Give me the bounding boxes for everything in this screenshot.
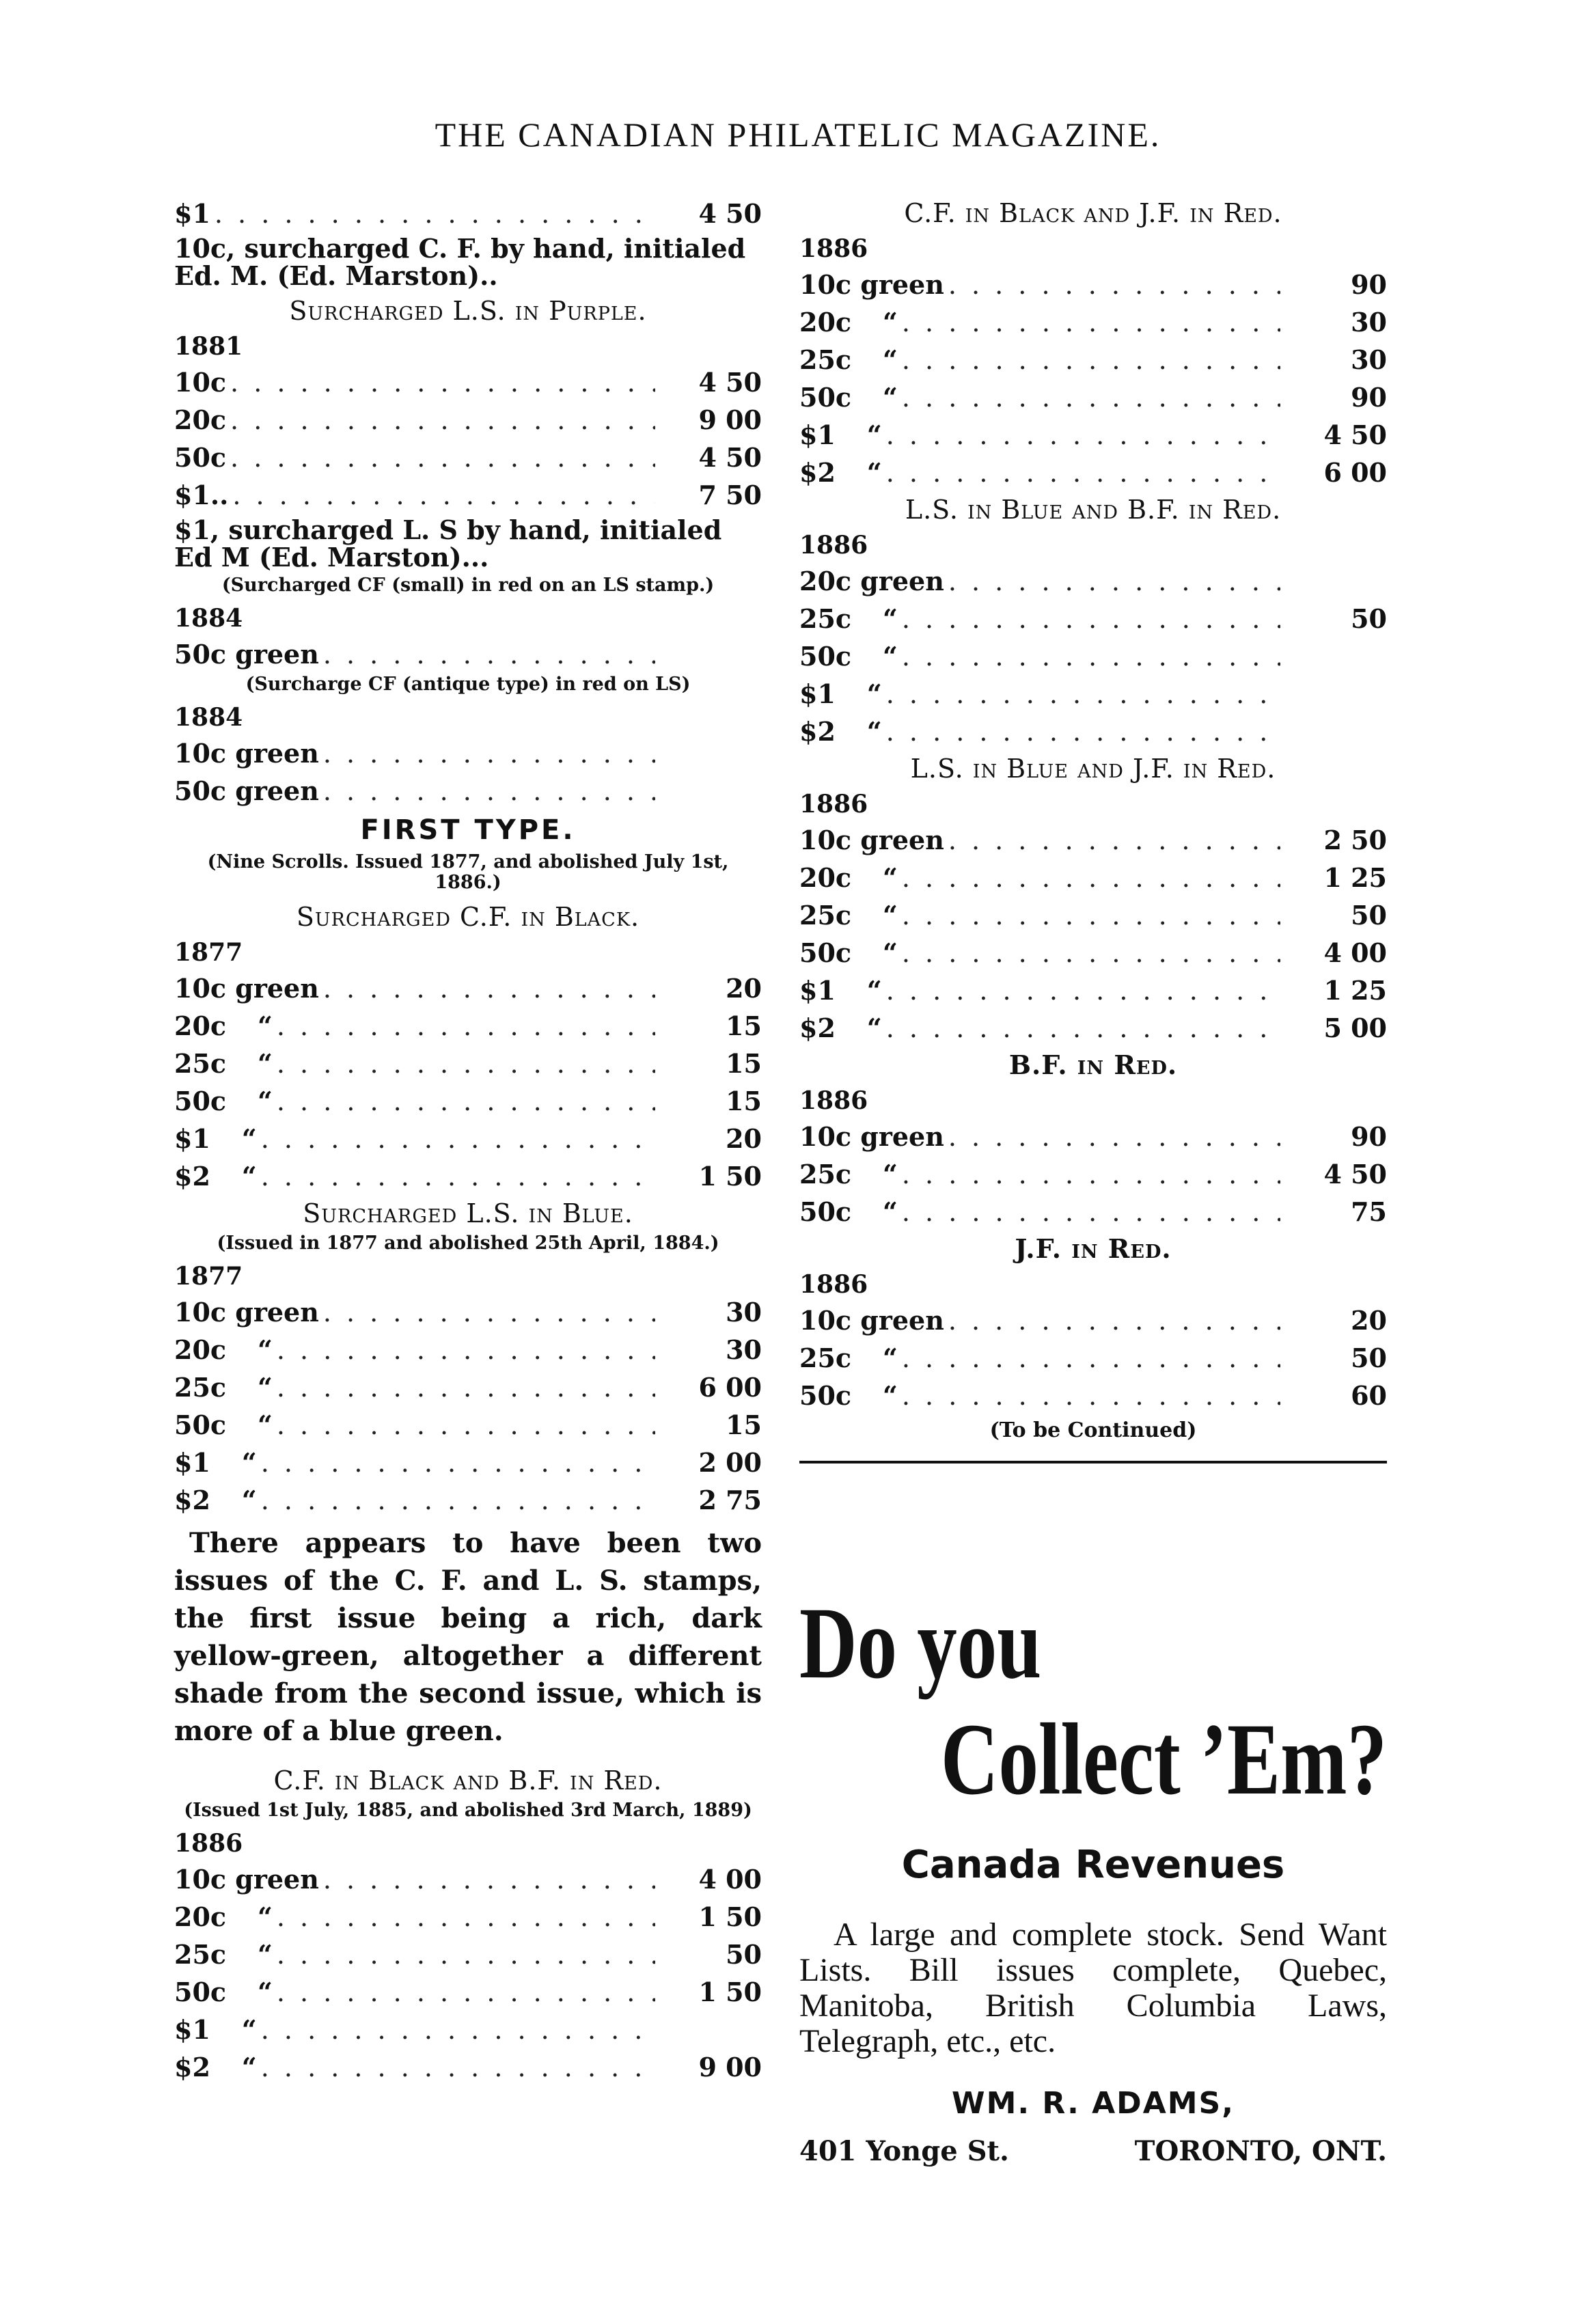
dot-leader <box>232 477 655 514</box>
price-row <box>174 1293 762 1331</box>
dot-leader <box>215 195 655 233</box>
stamp-denomination: 20c “ <box>174 1898 273 1936</box>
price-list <box>174 635 762 673</box>
price-list <box>799 1118 1387 1231</box>
stamp-price: 4 50 <box>698 442 762 473</box>
price-row <box>799 600 1387 637</box>
price-row <box>174 1120 762 1157</box>
price-row <box>174 363 762 401</box>
stamp-denomination: $1 <box>174 198 210 229</box>
ditto-mark: “ <box>883 1343 898 1373</box>
section-heading-ls-purple: Surcharged L.S. in Purple. <box>289 296 647 326</box>
stamp-price: 7 50 <box>698 480 762 510</box>
stamp-price: 9 00 <box>698 2052 762 2083</box>
stamp-denomination: 50c green <box>174 639 319 670</box>
ditto-mark: “ <box>866 716 882 747</box>
dot-leader <box>323 970 655 1008</box>
price-row <box>174 1007 762 1045</box>
price-row <box>174 1157 762 1195</box>
dot-leader <box>948 1302 1280 1340</box>
left-column <box>174 195 762 2086</box>
dot-leader <box>277 1974 655 2011</box>
price-row <box>799 416 1387 454</box>
stamp-denomination: 25c “ <box>174 1936 273 1973</box>
ditto-mark: “ <box>883 1159 898 1190</box>
stamp-denomination: $1 “ <box>174 1444 257 1481</box>
dot-leader <box>230 439 655 477</box>
stamp-price: 90 <box>1351 269 1387 300</box>
stamp-denomination: 10c green <box>799 1121 944 1152</box>
ditto-mark: “ <box>241 2052 257 2083</box>
dot-leader <box>277 1936 655 1974</box>
stamp-denomination: $1 “ <box>799 416 882 454</box>
stamp-price: 50 <box>726 1939 762 1970</box>
section-heading-ls-blue-jf-red: L.S. in Blue and J.F. in Red. <box>910 754 1276 784</box>
price-row <box>799 454 1387 491</box>
section-note-small-cf: (Surcharged CF (small) in red on an LS stamp.) <box>221 575 715 596</box>
ditto-mark: “ <box>258 1410 273 1440</box>
price-row <box>174 1406 762 1444</box>
ditto-mark: “ <box>883 937 898 968</box>
section-year: 1886 <box>174 1829 243 1858</box>
ditto-mark: “ <box>883 382 898 413</box>
stamp-denomination: $2 “ <box>174 2048 257 2086</box>
price-list <box>799 1302 1387 1414</box>
price-row <box>799 859 1387 896</box>
dot-leader <box>277 1008 655 1045</box>
price-row <box>799 637 1387 675</box>
continued-note: (To be Continued) <box>989 1418 1197 1442</box>
advertisement <box>799 1586 1387 2175</box>
ditto-mark: “ <box>866 420 882 450</box>
dot-leader <box>886 1010 1280 1047</box>
stamp-denomination: 50c “ <box>799 637 898 675</box>
dot-leader <box>323 735 655 773</box>
ad-headline-line1: Do you <box>799 1586 1042 1700</box>
page-header: THE CANADIAN PHILATELIC MAGAZINE. <box>435 115 1161 154</box>
dot-leader <box>277 1332 655 1369</box>
ad-body-text: A large and complete stock. Send Want Lists. Bill issues complete, Quebec, Manitoba, British Columbia Laws, Telegraph, etc., etc. <box>799 1916 1387 2059</box>
price-row <box>799 896 1387 934</box>
price-row <box>799 1118 1387 1155</box>
ad-city: TORONTO, ONT. <box>1134 2135 1387 2167</box>
ditto-mark: “ <box>258 1086 273 1116</box>
dot-leader <box>230 402 655 439</box>
stamp-price: 30 <box>726 1334 762 1365</box>
price-list <box>799 821 1387 1047</box>
dot-leader <box>261 1444 655 1482</box>
stamp-denomination: 10c green <box>174 1297 319 1328</box>
section-year: 1886 <box>799 1086 868 1115</box>
dot-leader <box>886 713 1280 751</box>
ditto-mark: “ <box>241 1485 257 1515</box>
dot-leader <box>277 1899 655 1936</box>
dot-leader <box>886 454 1280 492</box>
dot-leader <box>277 1407 655 1444</box>
dot-leader <box>902 935 1280 972</box>
section-heading-ls-blue-bf-red: L.S. in Blue and B.F. in Red. <box>905 495 1282 525</box>
stamp-denomination: 25c “ <box>799 600 898 637</box>
dot-leader <box>902 1156 1280 1194</box>
section-year: 1886 <box>799 234 868 263</box>
stamp-denomination: 20c <box>174 404 227 435</box>
stamp-denomination: 50c “ <box>799 934 898 972</box>
stamp-price: 1 50 <box>698 1901 762 1932</box>
stamp-denomination: 25c “ <box>174 1045 273 1082</box>
stamp-denomination: $2 “ <box>799 454 882 491</box>
section-note-ls-blue: (Issued in 1877 and abolished 25th April, 1884.) <box>217 1233 719 1254</box>
ditto-mark: “ <box>883 1380 898 1411</box>
stamp-price: 4 50 <box>1323 1159 1387 1190</box>
section-heading-jf-red: J.F. in Red. <box>1015 1233 1172 1264</box>
stamp-denomination: $1.. <box>174 480 229 510</box>
ditto-mark: “ <box>258 1901 273 1932</box>
right-column <box>799 195 1387 1463</box>
dot-leader <box>902 379 1280 417</box>
stamp-price: 2 00 <box>698 1447 762 1478</box>
price-row <box>174 439 762 476</box>
dot-leader <box>948 266 1280 304</box>
price-row <box>174 1973 762 2011</box>
price-row <box>799 1155 1387 1193</box>
ditto-mark: “ <box>883 307 898 338</box>
stamp-denomination: 25c “ <box>174 1369 273 1406</box>
dot-leader <box>902 1377 1280 1415</box>
ditto-mark: “ <box>241 2014 257 2045</box>
stamp-price: 1 50 <box>698 1977 762 2007</box>
dot-leader <box>902 860 1280 897</box>
price-row <box>799 266 1387 303</box>
dot-leader <box>277 1045 655 1083</box>
price-row <box>799 1009 1387 1047</box>
stamp-denomination: 50c green <box>174 775 319 806</box>
dot-leader <box>261 2011 655 2049</box>
price-list <box>799 266 1387 491</box>
price-row <box>799 972 1387 1009</box>
section-year: 1886 <box>799 790 868 819</box>
first-type-heading: FIRST TYPE. <box>360 814 576 846</box>
section-note-antique-cf: (Surcharge CF (antique type) in red on LS) <box>245 674 691 695</box>
stamp-price: 30 <box>1351 307 1387 338</box>
stamp-price: 50 <box>1351 900 1387 931</box>
dot-leader <box>323 1294 655 1332</box>
price-row <box>174 1481 762 1519</box>
section-year: 1884 <box>174 604 243 633</box>
ditto-mark: “ <box>258 1011 273 1041</box>
price-row <box>174 1936 762 1973</box>
dot-leader <box>886 972 1280 1010</box>
dot-leader <box>230 364 655 402</box>
price-list <box>174 363 762 514</box>
stamp-price: 15 <box>726 1410 762 1440</box>
ditto-mark: “ <box>883 344 898 375</box>
dot-leader <box>902 1194 1280 1231</box>
stamp-price: 5 00 <box>1323 1013 1387 1043</box>
section-heading-cf-black: Surcharged C.F. in Black. <box>296 902 640 932</box>
stamp-price: 6 00 <box>698 1372 762 1403</box>
price-row <box>799 1339 1387 1377</box>
price-row <box>174 1898 762 1936</box>
ditto-mark: “ <box>241 1447 257 1478</box>
section-year: 1886 <box>799 531 868 560</box>
dot-leader <box>902 638 1280 676</box>
stamp-denomination: 10c green <box>174 738 319 769</box>
price-list <box>174 970 762 1195</box>
stamp-denomination: 25c “ <box>799 1155 898 1193</box>
ditto-mark: “ <box>883 603 898 634</box>
stamp-price: 4 00 <box>1323 937 1387 968</box>
stamp-denomination: 25c “ <box>799 341 898 379</box>
ditto-mark: “ <box>866 975 882 1006</box>
price-list <box>799 562 1387 750</box>
ditto-mark: “ <box>883 862 898 893</box>
stamp-denomination: 20c “ <box>799 303 898 341</box>
section-heading-cf-black-jf-red: C.F. in Black and J.F. in Red. <box>904 198 1282 228</box>
stamp-price: 30 <box>1351 344 1387 375</box>
ditto-mark: “ <box>866 1013 882 1043</box>
stamp-price: 2 75 <box>698 1485 762 1515</box>
price-row <box>799 379 1387 416</box>
stamp-denomination: $1 “ <box>174 1120 257 1157</box>
dot-leader <box>277 1083 655 1121</box>
ditto-mark: “ <box>883 1196 898 1227</box>
stamp-price: 2 50 <box>1323 825 1387 855</box>
stamp-denomination: 10c green <box>174 1864 319 1895</box>
price-row <box>174 1331 762 1369</box>
price-row <box>174 1045 762 1082</box>
stamp-denomination: 25c “ <box>799 896 898 934</box>
stamp-price: 15 <box>726 1086 762 1116</box>
stamp-price: 6 00 <box>1323 457 1387 488</box>
stamp-denomination: 50c <box>174 442 227 473</box>
price-row <box>174 1082 762 1120</box>
dot-leader <box>948 563 1280 601</box>
stamp-price: 4 50 <box>1323 420 1387 450</box>
price-row <box>799 675 1387 713</box>
stamp-denomination: $1 “ <box>799 972 882 1009</box>
column-divider-rule <box>799 1461 1387 1463</box>
section-heading-ls-blue: Surcharged L.S. in Blue. <box>303 1198 633 1228</box>
price-row <box>174 1860 762 1898</box>
price-row <box>799 1377 1387 1414</box>
stamp-denomination: 20c “ <box>174 1007 273 1045</box>
stamp-price: 15 <box>726 1048 762 1079</box>
price-row <box>174 970 762 1007</box>
price-list <box>174 734 762 810</box>
dot-leader <box>948 822 1280 860</box>
ditto-mark: “ <box>866 457 882 488</box>
stamp-denomination: 10c <box>174 367 227 398</box>
price-row <box>174 195 762 232</box>
stamp-price: 90 <box>1351 382 1387 413</box>
section-year: 1884 <box>174 703 243 732</box>
dot-leader <box>261 2049 655 2087</box>
section-year: 1881 <box>174 332 243 361</box>
section-heading-cf-black-bf-red: C.F. in Black and B.F. in Red. <box>273 1765 663 1796</box>
stamp-denomination: 25c “ <box>799 1339 898 1377</box>
price-row <box>174 1444 762 1481</box>
dot-leader <box>323 1861 655 1899</box>
price-row <box>174 1369 762 1406</box>
dot-leader <box>261 1158 655 1196</box>
ad-subtitle: Canada Revenues <box>901 1843 1285 1887</box>
stamp-denomination: $1 “ <box>799 675 882 713</box>
price-row <box>799 934 1387 972</box>
stamp-price: 20 <box>726 973 762 1004</box>
stamp-price: 60 <box>1351 1380 1387 1411</box>
shade-paragraph: There appears to have been two issues of the C. F. and L. S. stamps, the first issue being a rich, dark yellow-green, altogether a different shade from the second issue, which is more of a blue green. <box>174 1527 762 1747</box>
stamp-price: 20 <box>726 1123 762 1154</box>
price-list <box>174 1860 762 2086</box>
ditto-mark: “ <box>258 1939 273 1970</box>
price-row <box>174 401 762 439</box>
stamp-price: 50 <box>1351 1343 1387 1373</box>
ditto-mark: “ <box>258 1334 273 1365</box>
stamp-price: 4 00 <box>698 1864 762 1895</box>
ditto-mark: “ <box>883 900 898 931</box>
price-row <box>174 2011 762 2048</box>
stamp-denomination: $2 “ <box>799 713 882 750</box>
ad-address <box>799 2128 1387 2175</box>
price-row <box>799 713 1387 750</box>
section-year: 1877 <box>174 1262 243 1291</box>
stamp-denomination: 20c “ <box>799 859 898 896</box>
section-heading-bf-red: B.F. in Red. <box>1008 1049 1178 1080</box>
stamp-denomination: 10c green <box>799 1305 944 1336</box>
stamp-price: 9 00 <box>698 404 762 435</box>
stamp-price: 90 <box>1351 1121 1387 1152</box>
price-row <box>799 562 1387 600</box>
dot-leader <box>323 773 655 810</box>
ditto-mark: “ <box>258 1372 273 1403</box>
stamp-denomination: 50c “ <box>799 379 898 416</box>
stamp-denomination: $2 “ <box>174 1481 257 1519</box>
dot-leader <box>902 342 1280 379</box>
dot-leader <box>902 897 1280 935</box>
stamp-price: 1 25 <box>1323 975 1387 1006</box>
stamp-denomination: 50c “ <box>174 1406 273 1444</box>
ditto-mark: “ <box>258 1048 273 1079</box>
stamp-denomination: 50c “ <box>799 1193 898 1231</box>
section-note-cf-black-bf-red: (Issued 1st July, 1885, and abolished 3rd March, 1889) <box>184 1800 752 1821</box>
price-row <box>174 734 762 772</box>
ditto-mark: “ <box>866 678 882 709</box>
price-row <box>799 821 1387 859</box>
stamp-denomination: 10c green <box>799 825 944 855</box>
price-list <box>174 195 762 232</box>
stamp-denomination: 50c “ <box>174 1973 273 2011</box>
price-row <box>174 772 762 810</box>
ad-street: 401 Yonge St. <box>799 2135 1009 2167</box>
surcharge-note-ls-hand: $1, surcharged L. S by hand, initialed Ed M (Ed. Marston)... <box>174 514 722 573</box>
dot-leader <box>902 304 1280 342</box>
stamp-price: 1 50 <box>698 1161 762 1192</box>
ditto-mark: “ <box>241 1161 257 1192</box>
stamp-price: 4 50 <box>698 367 762 398</box>
price-row <box>799 341 1387 379</box>
stamp-price: 1 25 <box>1323 862 1387 893</box>
dot-leader <box>948 1118 1280 1156</box>
price-row <box>174 635 762 673</box>
stamp-denomination: 20c green <box>799 566 944 596</box>
price-row <box>174 2048 762 2086</box>
stamp-price: 20 <box>1351 1305 1387 1336</box>
stamp-denomination: 20c “ <box>174 1331 273 1369</box>
dot-leader <box>277 1369 655 1407</box>
price-row <box>799 303 1387 341</box>
stamp-price: 4 50 <box>698 198 762 229</box>
price-row <box>799 1302 1387 1339</box>
price-row <box>174 476 762 514</box>
first-type-note: (Nine Scrolls. Issued 1877, and abolished July 1st, 1886.) <box>207 851 729 893</box>
stamp-price: 15 <box>726 1011 762 1041</box>
surcharge-note-cf-hand: 10c, surcharged C. F. by hand, initialed Ed. M. (Ed. Marston).. <box>174 233 746 291</box>
stamp-denomination: $1 “ <box>174 2011 257 2048</box>
ditto-mark: “ <box>883 641 898 672</box>
stamp-price: 75 <box>1351 1196 1387 1227</box>
stamp-denomination: 50c “ <box>799 1377 898 1414</box>
section-year: 1877 <box>174 938 243 967</box>
price-row <box>799 1193 1387 1231</box>
dot-leader <box>902 1340 1280 1377</box>
ad-headline-line2: Collect ’Em? <box>940 1703 1387 1816</box>
dot-leader <box>886 676 1280 713</box>
ditto-mark: “ <box>258 1977 273 2007</box>
ditto-mark: “ <box>241 1123 257 1154</box>
stamp-denomination: 50c “ <box>174 1082 273 1120</box>
stamp-denomination: 10c green <box>799 269 944 300</box>
price-list <box>174 1293 762 1519</box>
stamp-denomination: $2 “ <box>174 1157 257 1195</box>
stamp-price: 50 <box>1351 603 1387 634</box>
section-year: 1886 <box>799 1270 868 1299</box>
ad-dealer-name: WM. R. ADAMS, <box>952 2086 1235 2121</box>
stamp-price: 30 <box>726 1297 762 1328</box>
stamp-denomination: $2 “ <box>799 1009 882 1047</box>
dot-leader <box>886 417 1280 454</box>
dot-leader <box>323 636 655 674</box>
dot-leader <box>261 1482 655 1520</box>
dot-leader <box>261 1121 655 1158</box>
dot-leader <box>902 601 1280 638</box>
stamp-denomination: 10c green <box>174 973 319 1004</box>
